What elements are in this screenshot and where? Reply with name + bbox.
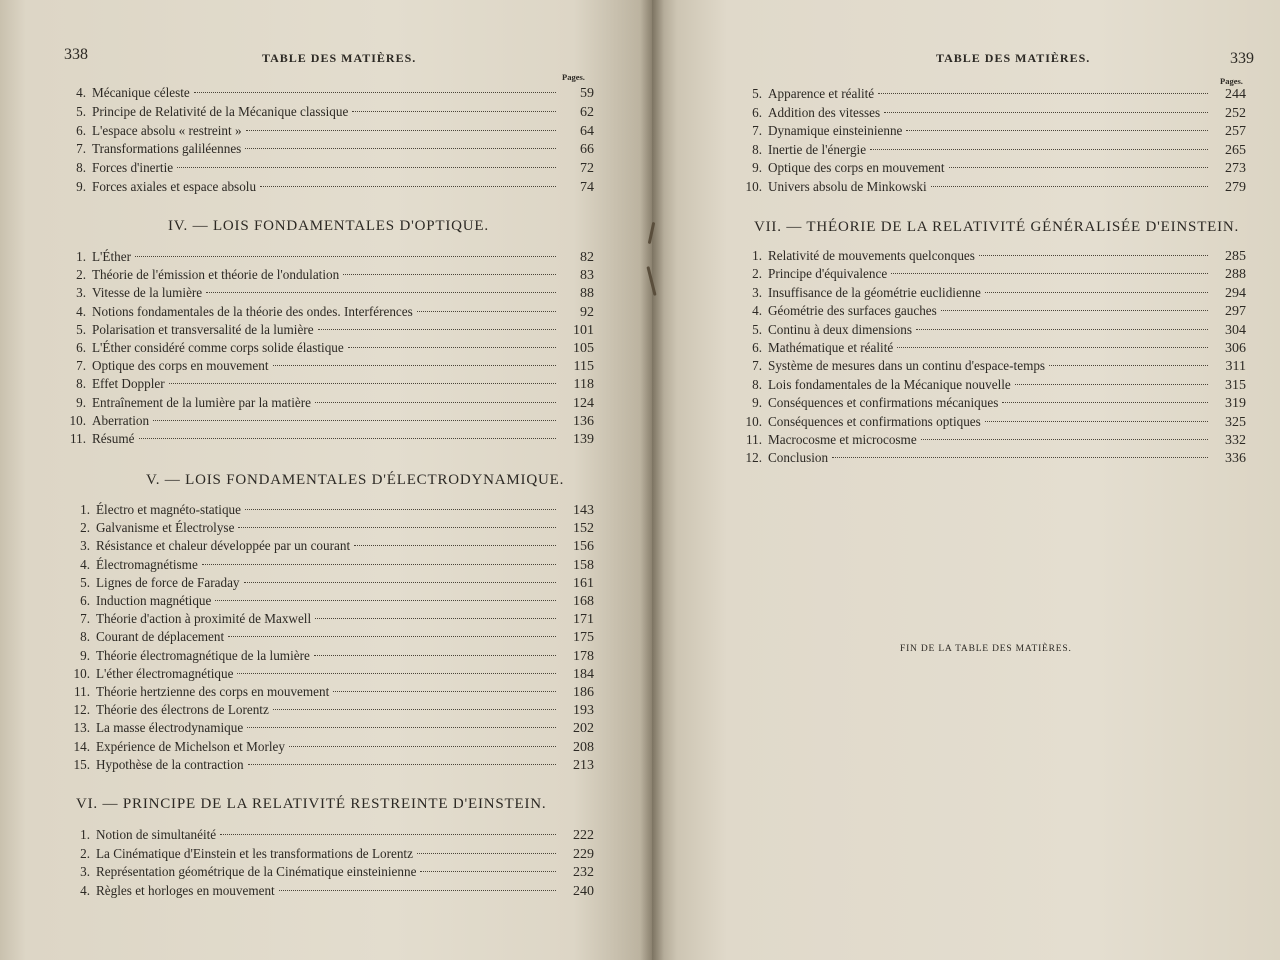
dot-leader bbox=[354, 545, 556, 546]
entry-title: Théorie électromagnétique de la lumière bbox=[96, 647, 310, 663]
entry-page: 297 bbox=[1225, 304, 1246, 320]
entry-title: Hypothèse de la contraction bbox=[96, 756, 244, 772]
entry-page: 184 bbox=[573, 666, 594, 682]
toc-entry bbox=[66, 537, 594, 555]
entry-title: Théorie de l'émission et théorie de l'ondulation bbox=[92, 267, 340, 283]
entry-title: Électro et magnéto-statique bbox=[96, 502, 242, 517]
toc-entry bbox=[62, 394, 594, 412]
toc-entry bbox=[738, 265, 1246, 283]
entry-page: 336 bbox=[1225, 451, 1246, 467]
entry-page: 257 bbox=[1225, 124, 1246, 140]
entry-title: Relativité de mouvements quelconques bbox=[768, 248, 975, 263]
toc-entry bbox=[62, 339, 594, 357]
section-title: VI. — PRINCIPE DE LA RELATIVITÉ RESTREINTE D'EINSTEIN. bbox=[76, 796, 547, 812]
entry-number: 4. bbox=[76, 303, 86, 319]
entry-number: 11. bbox=[746, 432, 762, 447]
entry-title: Polarisation et transversalité de la lumière bbox=[92, 321, 314, 337]
dot-leader bbox=[916, 329, 1208, 330]
entry-title: Forces axiales et espace absolu bbox=[92, 179, 257, 194]
entry-page: 306 bbox=[1225, 341, 1246, 356]
entry-page: 139 bbox=[573, 432, 594, 447]
entry-number: 2. bbox=[76, 267, 86, 283]
entry-number: 3. bbox=[752, 284, 762, 300]
entry-title: Dynamique einsteinienne bbox=[768, 123, 903, 139]
dot-leader bbox=[417, 853, 556, 854]
toc-entry bbox=[62, 159, 594, 177]
entry-title: Conséquences et confirmations mécaniques bbox=[768, 395, 999, 411]
pages-label: Pages. bbox=[1220, 76, 1243, 86]
entry-title: L'Éther bbox=[92, 249, 131, 264]
entry-page: 325 bbox=[1225, 414, 1246, 430]
entry-page: 213 bbox=[573, 757, 594, 773]
entry-page: 285 bbox=[1225, 249, 1246, 264]
dot-leader bbox=[1002, 402, 1208, 403]
entry-title: Lignes de force de Faraday bbox=[96, 574, 240, 590]
entry-number: 6. bbox=[80, 593, 90, 608]
entry-number: 5. bbox=[80, 574, 90, 590]
entry-number: 14. bbox=[73, 738, 90, 754]
entry-page: 62 bbox=[580, 104, 594, 120]
dot-leader bbox=[906, 130, 1208, 131]
entry-page: 158 bbox=[573, 557, 594, 573]
toc-entry bbox=[66, 845, 594, 863]
entry-page: 232 bbox=[573, 865, 594, 881]
entry-number: 9. bbox=[76, 394, 86, 410]
entry-page: 208 bbox=[573, 739, 594, 755]
entry-number: 6. bbox=[76, 340, 86, 355]
dot-leader bbox=[153, 420, 556, 421]
toc-entry bbox=[738, 284, 1246, 302]
pages-label: Pages. bbox=[562, 72, 585, 82]
book-gutter bbox=[640, 0, 664, 960]
dot-leader bbox=[135, 256, 556, 257]
entry-title: Électromagnétisme bbox=[96, 556, 198, 572]
entry-title: Effet Doppler bbox=[92, 376, 165, 392]
entry-number: 1. bbox=[76, 249, 86, 264]
dot-leader bbox=[931, 186, 1208, 187]
entry-number: 5. bbox=[752, 86, 762, 101]
entry-title: Théorie hertzienne des corps en mouvement bbox=[96, 684, 330, 699]
toc-entry bbox=[66, 610, 594, 628]
entry-number: 11. bbox=[74, 684, 90, 699]
entry-title: Principe d'équivalence bbox=[768, 266, 888, 282]
entry-number: 7. bbox=[752, 123, 762, 139]
entry-title: La Cinématique d'Einstein et les transformations de Lorentz bbox=[96, 845, 413, 861]
entry-title: Mécanique céleste bbox=[92, 85, 190, 100]
entry-number: 11. bbox=[70, 431, 86, 446]
page-number: 339 bbox=[1230, 50, 1254, 67]
entry-number: 6. bbox=[752, 104, 762, 120]
toc-entry bbox=[66, 647, 594, 665]
toc-entry bbox=[62, 357, 594, 375]
entry-number: 12. bbox=[745, 450, 762, 466]
section-title: VII. — THÉORIE DE LA RELATIVITÉ GÉNÉRALISÉE D'EINSTEIN. bbox=[754, 219, 1240, 235]
entry-title: Vitesse de la lumière bbox=[92, 285, 203, 301]
dot-leader bbox=[949, 167, 1208, 168]
dot-leader bbox=[333, 691, 556, 692]
toc-entry bbox=[738, 339, 1246, 357]
dot-leader bbox=[177, 167, 556, 168]
dot-leader bbox=[921, 439, 1208, 440]
entry-page: 202 bbox=[573, 721, 594, 737]
toc-entry bbox=[66, 592, 594, 610]
entry-page: 240 bbox=[573, 883, 594, 899]
entry-page: 59 bbox=[580, 86, 594, 101]
entry-number: 9. bbox=[80, 647, 90, 663]
entry-title: Lois fondamentales de la Mécanique nouvelle bbox=[768, 376, 1011, 392]
entry-page: 273 bbox=[1225, 161, 1246, 177]
entry-number: 7. bbox=[80, 611, 90, 627]
entry-number: 4. bbox=[76, 85, 86, 100]
toc-entry bbox=[62, 375, 594, 393]
entry-page: 178 bbox=[573, 648, 594, 664]
entry-number: 12. bbox=[73, 702, 90, 718]
entry-title: Aberration bbox=[92, 412, 150, 428]
entry-title: Système de mesures dans un continu d'espace-temps bbox=[768, 358, 1046, 374]
entry-title: Représentation géométrique de la Cinématique einsteinienne bbox=[96, 864, 417, 880]
dot-leader bbox=[891, 273, 1208, 274]
dot-leader bbox=[985, 292, 1208, 293]
toc-entry bbox=[66, 519, 594, 537]
entry-title: Règles et horloges en mouvement bbox=[96, 882, 275, 898]
entry-number: 8. bbox=[80, 629, 90, 645]
toc-entry bbox=[738, 413, 1246, 431]
entry-title: Transformations galiléennes bbox=[92, 141, 242, 157]
entry-number: 10. bbox=[73, 665, 90, 681]
entry-title: Théorie des électrons de Lorentz bbox=[96, 702, 269, 718]
toc-entry bbox=[62, 430, 594, 448]
entry-number: 3. bbox=[80, 538, 90, 554]
toc-entry bbox=[738, 159, 1246, 177]
entry-title: Conclusion bbox=[768, 450, 829, 466]
right-page bbox=[652, 0, 1280, 960]
entry-number: 6. bbox=[76, 122, 86, 138]
entry-page: 82 bbox=[580, 250, 594, 265]
entry-number: 10. bbox=[745, 413, 762, 429]
entry-number: 8. bbox=[76, 160, 86, 176]
dot-leader bbox=[169, 383, 556, 384]
toc-entry bbox=[62, 303, 594, 321]
dot-leader bbox=[139, 438, 557, 439]
entry-page: 311 bbox=[1225, 359, 1246, 375]
end-note: FIN DE LA TABLE DES MATIÈRES. bbox=[900, 644, 1072, 654]
toc-entry bbox=[66, 501, 594, 519]
entry-number: 8. bbox=[752, 141, 762, 157]
dot-leader bbox=[315, 618, 556, 619]
entry-title: Principe de Relativité de la Mécanique classique bbox=[92, 103, 349, 119]
dot-leader bbox=[245, 148, 556, 149]
entry-page: 171 bbox=[573, 612, 594, 628]
entry-title: Expérience de Michelson et Morley bbox=[96, 738, 285, 754]
entry-number: 2. bbox=[80, 845, 90, 861]
dot-leader bbox=[248, 764, 556, 765]
entry-number: 4. bbox=[752, 303, 762, 319]
toc-entry bbox=[66, 738, 594, 756]
entry-page: 88 bbox=[580, 286, 594, 302]
toc-entry bbox=[62, 284, 594, 302]
dot-leader bbox=[941, 310, 1208, 311]
toc-entry bbox=[62, 140, 594, 158]
dot-leader bbox=[220, 834, 556, 835]
entry-page: 244 bbox=[1225, 87, 1246, 102]
entry-title: Notions fondamentales de la théorie des ondes. Interférences bbox=[92, 303, 413, 319]
entry-title: Entraînement de la lumière par la matière bbox=[92, 394, 311, 410]
dot-leader bbox=[315, 402, 556, 403]
entry-title: Optique des corps en mouvement bbox=[768, 160, 945, 176]
entry-page: 64 bbox=[580, 123, 594, 139]
toc-entry bbox=[62, 178, 594, 196]
dot-leader bbox=[202, 564, 556, 565]
dot-leader bbox=[985, 421, 1208, 422]
dot-leader bbox=[289, 746, 556, 747]
entry-page: 279 bbox=[1225, 180, 1246, 195]
entry-title: Théorie d'action à proximité de Maxwell bbox=[96, 611, 312, 627]
dot-leader bbox=[246, 130, 556, 131]
entry-title: Courant de déplacement bbox=[96, 629, 225, 645]
entry-title: Insuffisance de la géométrie euclidienne bbox=[768, 284, 981, 300]
entry-page: 252 bbox=[1225, 105, 1246, 121]
dot-leader bbox=[348, 347, 556, 348]
dot-leader bbox=[832, 457, 1208, 458]
toc-entry bbox=[738, 85, 1246, 103]
entry-number: 5. bbox=[76, 321, 86, 337]
dot-leader bbox=[979, 255, 1208, 256]
entry-number: 8. bbox=[752, 376, 762, 392]
entry-number: 10. bbox=[745, 179, 762, 194]
toc-entry bbox=[62, 321, 594, 339]
toc-entry bbox=[738, 247, 1246, 265]
entry-number: 13. bbox=[73, 720, 90, 736]
toc-entry bbox=[738, 178, 1246, 196]
entry-title: Optique des corps en mouvement bbox=[92, 358, 269, 374]
entry-page: 294 bbox=[1225, 285, 1246, 301]
entry-page: 175 bbox=[573, 630, 594, 646]
entry-title: Géométrie des surfaces gauches bbox=[768, 303, 937, 319]
entry-number: 9. bbox=[76, 179, 86, 194]
toc-entry bbox=[66, 574, 594, 592]
entry-title: Apparence et réalité bbox=[768, 86, 875, 101]
entry-title: L'Éther considéré comme corps solide élastique bbox=[92, 340, 344, 355]
entry-page: 161 bbox=[573, 575, 594, 591]
entry-number: 1. bbox=[80, 502, 90, 517]
entry-page: 118 bbox=[573, 377, 594, 393]
entry-page: 124 bbox=[573, 395, 594, 411]
entry-page: 105 bbox=[573, 341, 594, 356]
toc-entry bbox=[66, 556, 594, 574]
toc-entry bbox=[738, 321, 1246, 339]
toc-entry bbox=[66, 665, 594, 683]
dot-leader bbox=[273, 709, 556, 710]
entry-page: 319 bbox=[1225, 396, 1246, 412]
toc-entry bbox=[62, 266, 594, 284]
dot-leader bbox=[352, 111, 556, 112]
toc-entry bbox=[738, 376, 1246, 394]
dot-leader bbox=[417, 311, 556, 312]
entry-page: 136 bbox=[573, 413, 594, 429]
entry-number: 3. bbox=[76, 285, 86, 301]
dot-leader bbox=[273, 365, 556, 366]
entry-page: 193 bbox=[573, 703, 594, 719]
toc-entry bbox=[66, 863, 594, 881]
page-number: 338 bbox=[64, 46, 88, 63]
toc-entry bbox=[66, 701, 594, 719]
toc-entry bbox=[62, 412, 594, 430]
dot-leader bbox=[247, 727, 556, 728]
entry-page: 115 bbox=[573, 359, 594, 375]
entry-number: 4. bbox=[80, 882, 90, 898]
dot-leader bbox=[228, 636, 556, 637]
dot-leader bbox=[244, 582, 556, 583]
dot-leader bbox=[245, 509, 556, 510]
toc-entry bbox=[738, 449, 1246, 467]
entry-number: 7. bbox=[76, 358, 86, 374]
entry-title: L'éther électromagnétique bbox=[96, 665, 234, 681]
section-title: IV. — LOIS FONDAMENTALES D'OPTIQUE. bbox=[168, 218, 489, 234]
entry-page: 332 bbox=[1225, 433, 1246, 448]
dot-leader bbox=[215, 600, 556, 601]
entry-page: 72 bbox=[580, 161, 594, 177]
entry-number: 5. bbox=[752, 321, 762, 337]
entry-title: Notion de simultanéité bbox=[96, 827, 217, 842]
entry-page: 186 bbox=[573, 685, 594, 700]
dot-leader bbox=[260, 186, 556, 187]
toc-entry bbox=[738, 357, 1246, 375]
entry-page: 288 bbox=[1225, 267, 1246, 283]
dot-leader bbox=[206, 292, 556, 293]
entry-title: Induction magnétique bbox=[96, 593, 212, 608]
entry-title: Résistance et chaleur développée par un courant bbox=[96, 538, 351, 554]
entry-title: Conséquences et confirmations optiques bbox=[768, 413, 981, 429]
entry-number: 2. bbox=[752, 266, 762, 282]
toc-entry bbox=[62, 248, 594, 266]
entry-title: L'espace absolu « restreint » bbox=[92, 122, 242, 138]
toc-entry bbox=[62, 103, 594, 121]
entry-title: Addition des vitesses bbox=[768, 104, 881, 120]
toc-entry bbox=[62, 84, 594, 102]
dot-leader bbox=[870, 149, 1208, 150]
dot-leader bbox=[237, 673, 556, 674]
dot-leader bbox=[194, 92, 556, 93]
dot-leader bbox=[318, 329, 556, 330]
entry-number: 10. bbox=[69, 412, 86, 428]
entry-number: 4. bbox=[80, 556, 90, 572]
entry-title: Galvanisme et Électrolyse bbox=[96, 520, 235, 536]
entry-number: 1. bbox=[752, 248, 762, 263]
entry-page: 101 bbox=[573, 322, 594, 338]
dot-leader bbox=[884, 112, 1208, 113]
entry-number: 2. bbox=[80, 520, 90, 536]
entry-page: 83 bbox=[580, 268, 594, 284]
dot-leader bbox=[878, 93, 1208, 94]
entry-page: 66 bbox=[580, 142, 594, 158]
toc-entry bbox=[738, 431, 1246, 449]
toc-entry bbox=[66, 882, 594, 900]
toc-entry bbox=[738, 104, 1246, 122]
entry-title: Résumé bbox=[92, 431, 135, 446]
running-head: TABLE DES MATIÈRES. bbox=[936, 51, 1091, 65]
entry-title: Macrocosme et microcosme bbox=[768, 432, 917, 447]
toc-entry bbox=[738, 302, 1246, 320]
entry-title: Mathématique et réalité bbox=[768, 340, 894, 355]
entry-number: 1. bbox=[80, 827, 90, 842]
toc-entry bbox=[66, 683, 594, 701]
toc-entry bbox=[738, 122, 1246, 140]
entry-title: La masse électrodynamique bbox=[96, 720, 244, 736]
entry-number: 9. bbox=[752, 395, 762, 411]
entry-page: 152 bbox=[573, 521, 594, 537]
entry-title: Continu à deux dimensions bbox=[768, 321, 912, 337]
entry-title: Univers absolu de Minkowski bbox=[768, 179, 927, 194]
entry-number: 15. bbox=[73, 756, 90, 772]
entry-number: 8. bbox=[76, 376, 86, 392]
dot-leader bbox=[279, 890, 556, 891]
entry-title: Forces d'inertie bbox=[92, 160, 174, 176]
entry-page: 143 bbox=[573, 503, 594, 518]
entry-page: 265 bbox=[1225, 142, 1246, 158]
dot-leader bbox=[238, 527, 556, 528]
entry-number: 6. bbox=[752, 340, 762, 355]
entry-number: 5. bbox=[76, 103, 86, 119]
entry-page: 222 bbox=[573, 828, 594, 843]
toc-entry bbox=[738, 394, 1246, 412]
dot-leader bbox=[1049, 365, 1208, 366]
entry-number: 7. bbox=[752, 358, 762, 374]
toc-entry bbox=[66, 826, 594, 844]
entry-number: 7. bbox=[76, 141, 86, 157]
entry-page: 168 bbox=[573, 594, 594, 609]
entry-page: 229 bbox=[573, 846, 594, 862]
dot-leader bbox=[420, 871, 556, 872]
entry-title: Inertie de l'énergie bbox=[768, 141, 867, 157]
dot-leader bbox=[897, 347, 1208, 348]
entry-page: 92 bbox=[580, 304, 594, 320]
entry-page: 74 bbox=[580, 180, 594, 195]
dot-leader bbox=[314, 655, 556, 656]
toc-entry bbox=[66, 756, 594, 774]
dot-leader bbox=[343, 274, 556, 275]
entry-page: 315 bbox=[1225, 377, 1246, 393]
running-head: TABLE DES MATIÈRES. bbox=[262, 51, 417, 65]
entry-page: 156 bbox=[573, 539, 594, 555]
toc-entry bbox=[62, 122, 594, 140]
entry-number: 9. bbox=[752, 160, 762, 176]
toc-entry bbox=[66, 628, 594, 646]
toc-entry bbox=[66, 719, 594, 737]
dot-leader bbox=[1015, 384, 1208, 385]
section-title: V. — LOIS FONDAMENTALES D'ÉLECTRODYNAMIQUE. bbox=[146, 472, 565, 488]
toc-entry bbox=[738, 141, 1246, 159]
entry-number: 3. bbox=[80, 864, 90, 880]
entry-page: 304 bbox=[1225, 322, 1246, 338]
